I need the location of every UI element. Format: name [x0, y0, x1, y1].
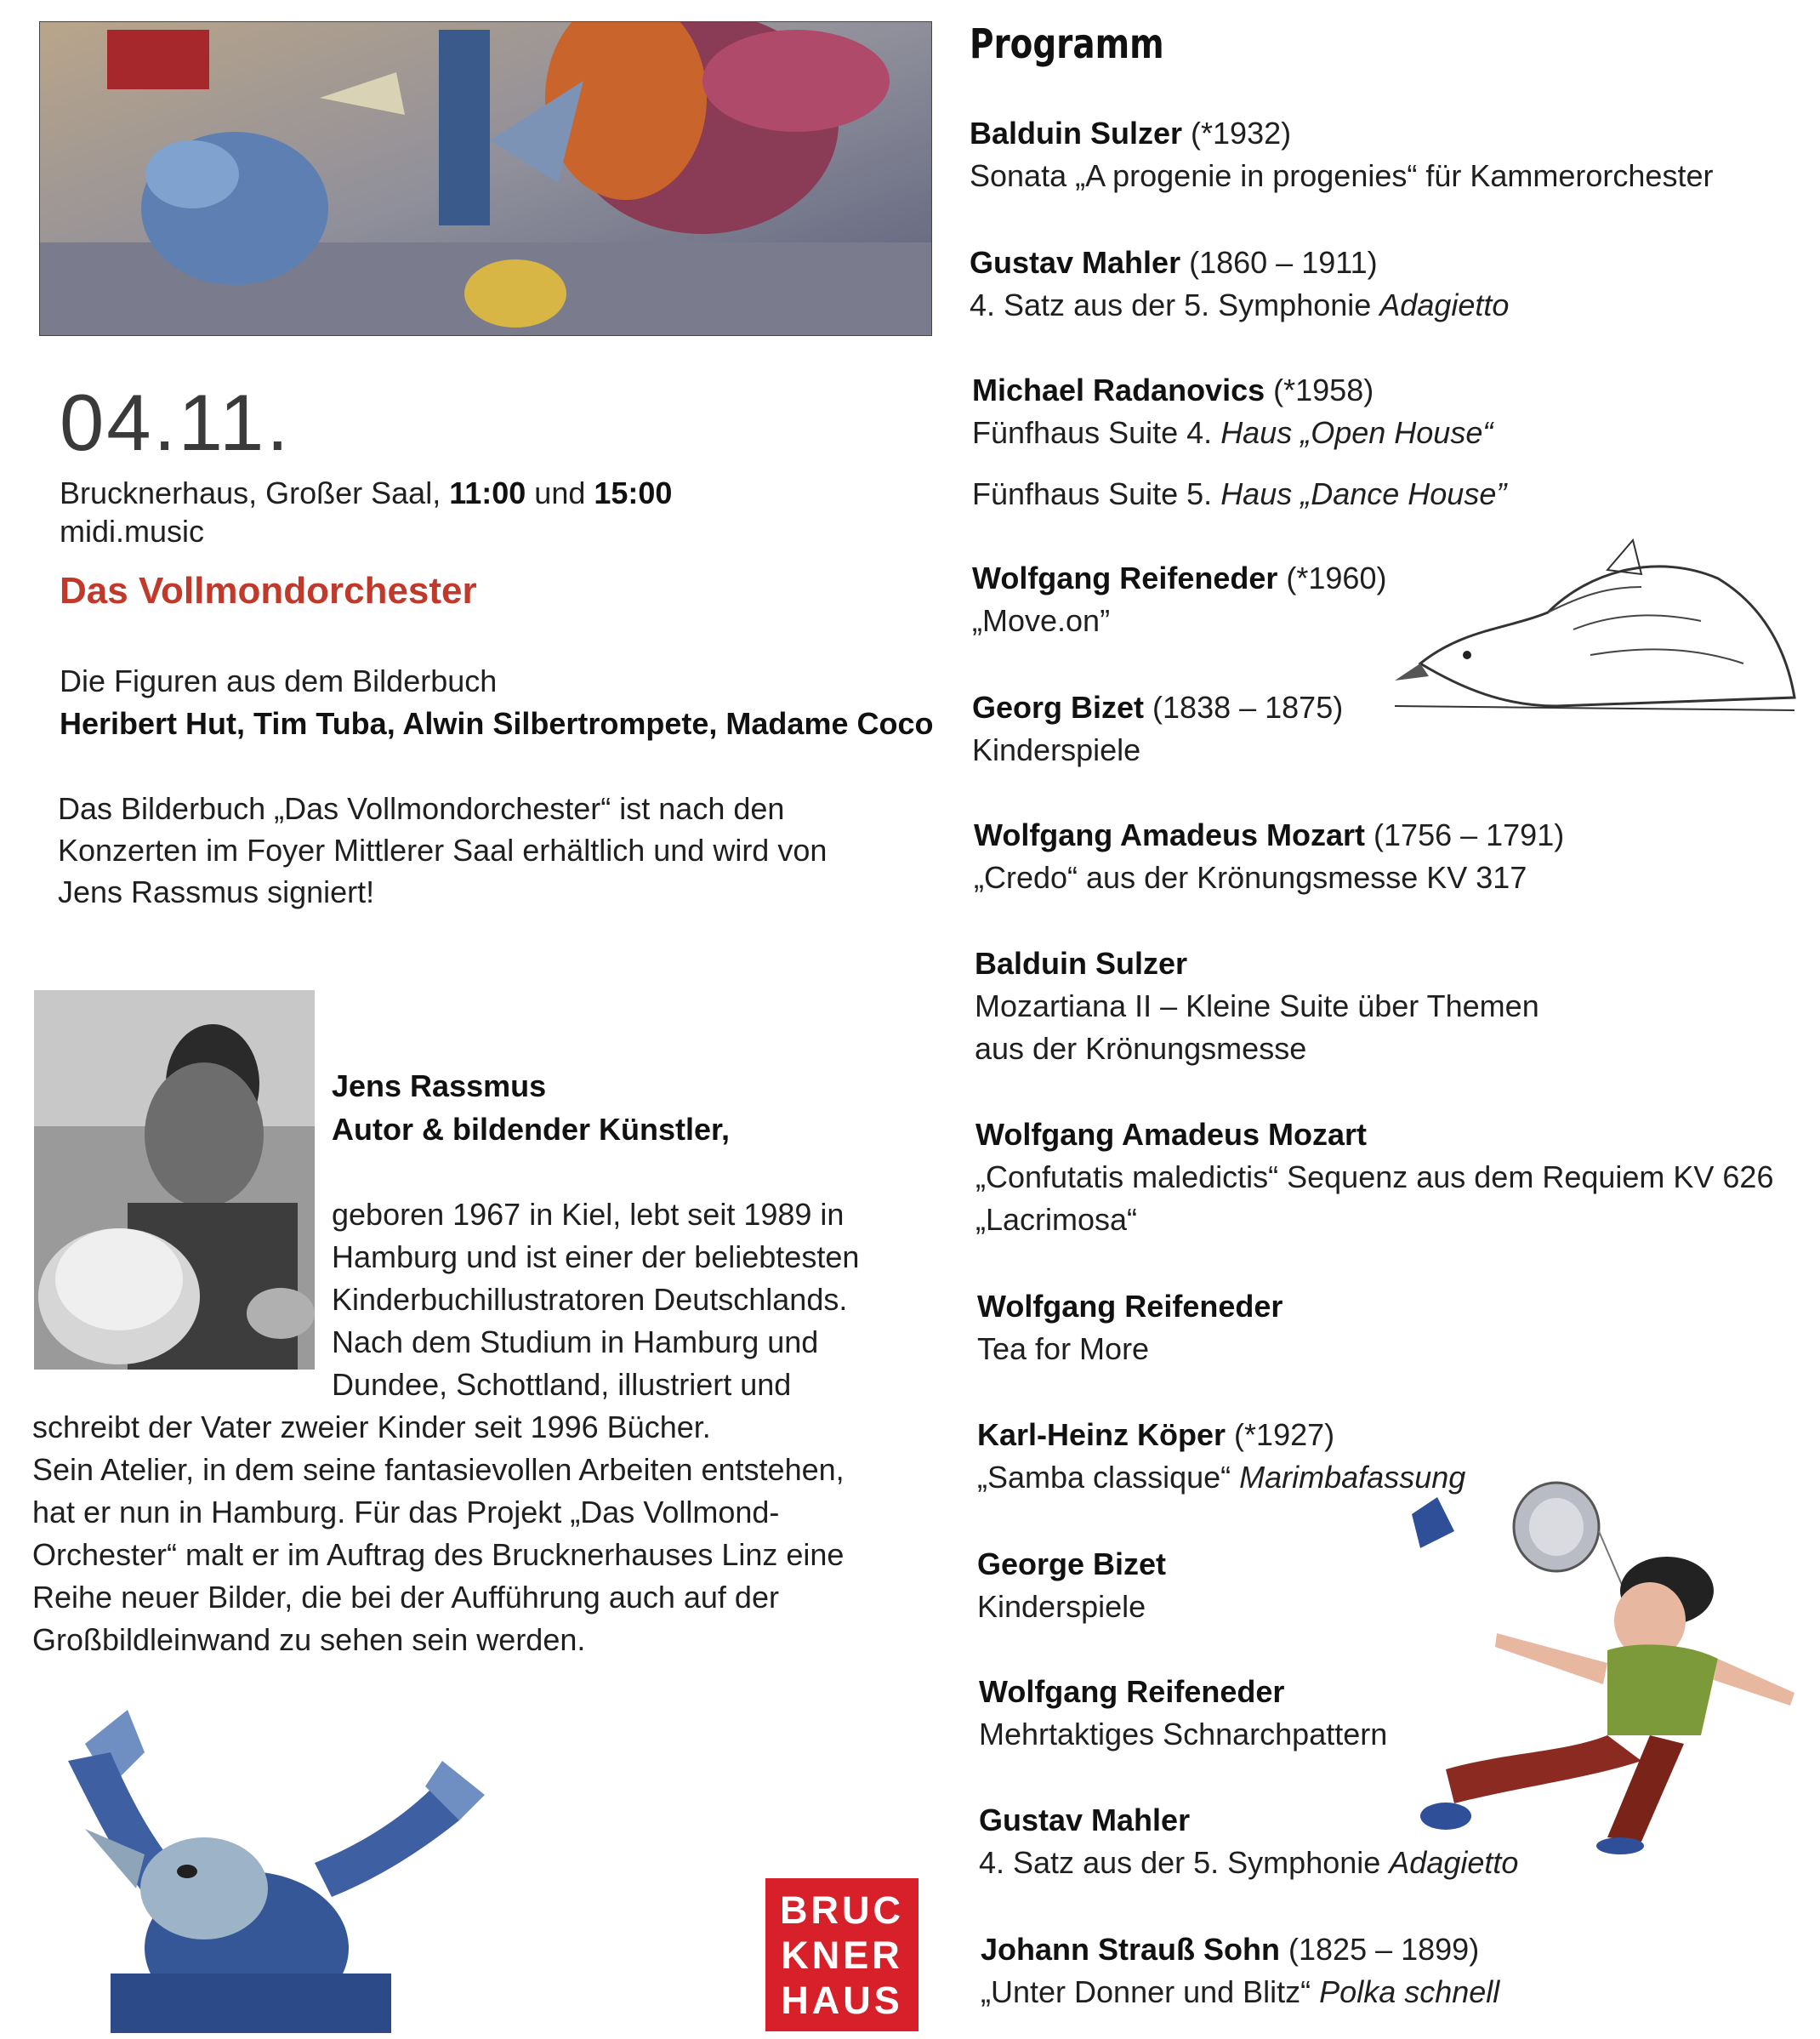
figures-intro: Die Figuren aus dem Bilderbuch: [60, 664, 498, 698]
program-entry: [981, 1928, 1820, 2013]
program-work: [975, 1199, 1817, 1241]
program-entry: [975, 1113, 1817, 1241]
composer-name: Wolfgang Reifeneder: [972, 561, 1278, 595]
composer-name: Wolfgang Amadeus Mozart: [975, 1117, 1368, 1152]
brucknerhaus-logo: [765, 1878, 919, 2031]
author-name: Jens Rassmus: [332, 1068, 547, 1103]
program-composer-line: [977, 1285, 1819, 1328]
bio-line: schreibt der Vater zweier Kinder seit 1996 Bücher.: [32, 1410, 711, 1444]
program-work: [972, 729, 1814, 772]
program-entry: [972, 369, 1814, 515]
bio-line: Nach dem Studium in Hamburg und: [332, 1324, 819, 1359]
work-title: „Samba classique“: [977, 1460, 1240, 1495]
program-entry: [970, 112, 1811, 197]
program-work: [970, 284, 1811, 327]
work-title: Kinderspiele: [972, 732, 1141, 767]
time-second: 15:00: [594, 476, 673, 510]
orchestra-illustration: [39, 21, 932, 336]
composer-dates: (*1958): [1265, 373, 1374, 407]
series-label: midi.music: [60, 514, 205, 549]
composer-dates: (1838 – 1875): [1144, 690, 1344, 725]
work-title-italic: Polka schnell: [1319, 1974, 1500, 2009]
work-title: „Move.on”: [972, 603, 1111, 638]
program-entry: [974, 814, 1816, 899]
program-entry: [970, 242, 1811, 327]
author-role: Autor & bildender Künstler,: [332, 1112, 731, 1147]
program-work: [975, 985, 1817, 1028]
program-entry: [977, 1285, 1819, 1370]
work-title: aus der Krönungsmesse: [975, 1031, 1307, 1066]
composer-name: Michael Radanovics: [972, 373, 1265, 407]
composer-name: Johann Strauß Sohn: [981, 1932, 1281, 1967]
composer-name: George Bizet: [977, 1546, 1167, 1581]
author-portrait: [34, 990, 315, 1370]
work-title: 4. Satz aus der 5. Symphonie: [970, 288, 1380, 322]
event-title: Das Vollmondorchester: [60, 570, 477, 612]
program-composer-line: [970, 112, 1811, 155]
boy-illustration: [1395, 1480, 1803, 1854]
work-title-italic: Adagietto: [1389, 1845, 1519, 1880]
program-heading: Programm: [970, 20, 1164, 68]
creature-sketch: [1386, 536, 1811, 723]
work-title: 4. Satz aus der 5. Symphonie: [979, 1845, 1390, 1880]
bio-text-full: [32, 1406, 917, 1661]
work-title: Kinderspiele: [977, 1589, 1146, 1624]
work-title: Fünfhaus Suite 5.: [972, 476, 1221, 511]
program-composer-line: [974, 814, 1816, 857]
work-title: „Unter Donner und Blitz“: [981, 1974, 1320, 2009]
bio-line: geboren 1967 in Kiel, lebt seit 1989 in: [332, 1197, 845, 1232]
composer-name: Wolfgang Reifeneder: [979, 1674, 1285, 1709]
composer-dates: (1825 – 1899): [1280, 1932, 1480, 1967]
bio-line: Großbildleinwand zu sehen sein werden.: [32, 1622, 586, 1657]
bio-text-wrapped: [332, 1193, 893, 1406]
logo-line: KNER: [781, 1933, 903, 1977]
work-title: „Lacrimosa“: [975, 1202, 1138, 1237]
work-title-italic: Haus „Dance House”: [1220, 476, 1507, 511]
bio-line: Hamburg und ist einer der beliebtesten: [332, 1239, 860, 1274]
logo-line: HAUS: [781, 1978, 903, 2022]
program-composer-line: [972, 369, 1814, 412]
composer-name: Wolfgang Reifeneder: [977, 1289, 1283, 1324]
bio-line: Kinderbuchillustratoren Deutschlands.: [332, 1282, 848, 1317]
composer-name: Balduin Sulzer: [975, 946, 1188, 981]
composer-name: Karl-Heinz Köper: [977, 1417, 1226, 1452]
composer-name: Balduin Sulzer: [970, 116, 1183, 151]
program-work: [974, 857, 1816, 899]
composer-dates: (*1927): [1226, 1417, 1335, 1452]
work-title: Tea for More: [977, 1331, 1150, 1366]
logo-line: BRUC: [780, 1888, 904, 1932]
composer-dates: (*1932): [1182, 116, 1292, 151]
composer-name: Georg Bizet: [972, 690, 1145, 725]
program-work: [972, 412, 1814, 454]
work-title-italic: Haus „Open House“: [1220, 415, 1493, 450]
work-title: Mehrtaktiges Schnarchpattern: [979, 1717, 1388, 1751]
work-title: „Confutatis maledictis“ Sequenz aus dem Requiem KV 626: [975, 1159, 1774, 1194]
composer-name: Gustav Mahler: [979, 1803, 1191, 1837]
venue-and: und: [526, 476, 594, 510]
program-work: [975, 1156, 1817, 1199]
program-entry: [975, 943, 1817, 1070]
event-date: 04.11.: [60, 378, 292, 467]
bio-line: Reihe neuer Bilder, die bei der Aufführung auch auf der: [32, 1580, 779, 1615]
program-composer-line: [970, 242, 1811, 284]
bio-line: Sein Atelier, in dem seine fantasievollen Arbeiten entstehen,: [32, 1452, 845, 1487]
composer-dates: (1756 – 1791): [1365, 817, 1565, 852]
program-work: [981, 1971, 1820, 2013]
bio-line: Orchester“ malt er im Auftrag des Brucknerhauses Linz eine: [32, 1537, 845, 1572]
work-title: Sonata „A progenie in progenies“ für Kammerorchester: [970, 158, 1714, 193]
figure-illustration: [34, 1693, 510, 2033]
work-title: „Credo“ aus der Krönungsmesse KV 317: [974, 860, 1527, 895]
program-work: [975, 1028, 1817, 1070]
bio-line: hat er nun in Hamburg. Für das Projekt „Das Vollmond-: [32, 1495, 780, 1529]
event-venue-time: [60, 474, 672, 514]
program-composer-line: [977, 1414, 1819, 1456]
work-title: Mozartiana II – Kleine Suite über Themen: [975, 988, 1539, 1023]
composer-name: Wolfgang Amadeus Mozart: [974, 817, 1366, 852]
venue-text: Brucknerhaus, Großer Saal,: [60, 476, 450, 510]
book-note: Das Bilderbuch „Das Vollmondorchester“ ist nach den Konzerten im Foyer Mittlerer Saal erhältlich und wird von Jens Rassmus signiert!: [58, 791, 828, 909]
program-work: [970, 155, 1811, 197]
program-composer-line: [975, 943, 1817, 985]
figures-names: Heribert Hut, Tim Tuba, Alwin Silbertrompete, Madame Coco: [60, 706, 934, 741]
program-work: [977, 1328, 1819, 1370]
composer-name: Gustav Mahler: [970, 245, 1181, 280]
program-composer-line: [981, 1928, 1820, 1971]
composer-dates: (1860 – 1911): [1180, 245, 1378, 280]
composer-dates: (*1960): [1277, 561, 1387, 595]
work-title-italic: Adagietto: [1379, 288, 1510, 322]
work-title-italic: Marimbafassung: [1239, 1460, 1466, 1495]
program-work: [972, 473, 1814, 515]
time-first: 11:00: [449, 476, 526, 510]
bio-line: Dundee, Schottland, illustriert und: [332, 1367, 792, 1402]
work-title: Fünfhaus Suite 4.: [972, 415, 1221, 450]
program-composer-line: [975, 1113, 1817, 1156]
